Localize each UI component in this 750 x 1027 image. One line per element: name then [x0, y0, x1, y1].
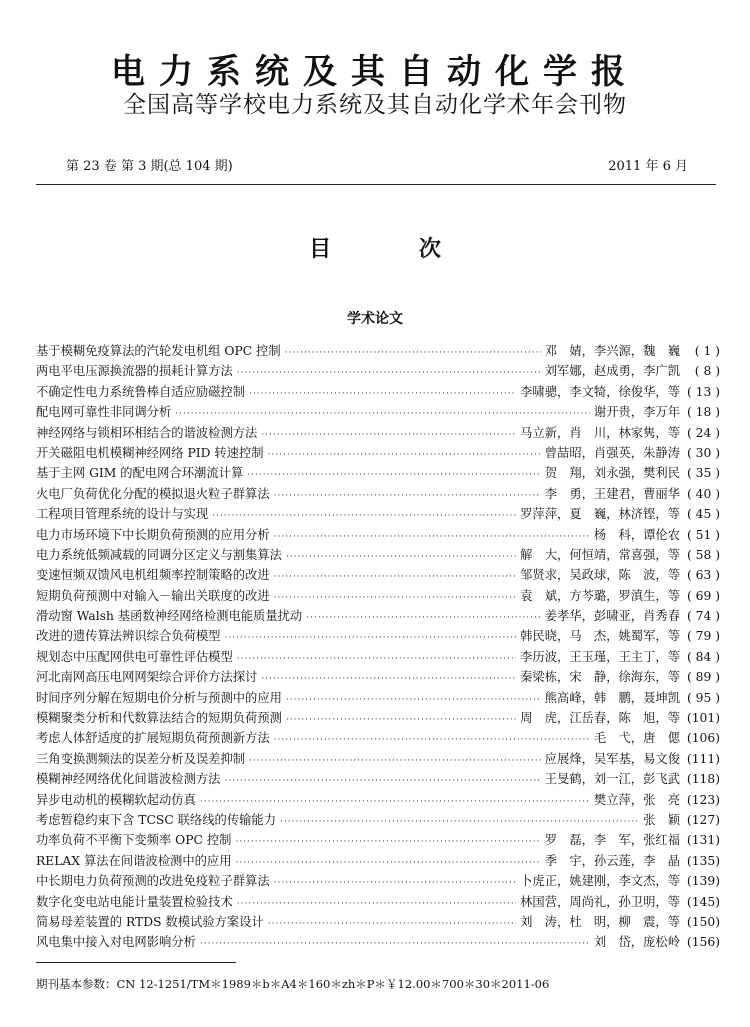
article-title: 神经网络与锁相环相结合的谐波检测方法 [36, 425, 258, 440]
article-authors: 李 勇，王建君，曹丽华 [544, 486, 680, 501]
toc-entry[interactable] [36, 463, 720, 483]
dot-leader [286, 710, 516, 728]
page-number: (123) [686, 792, 720, 807]
page-number: ( 58 ) [686, 547, 720, 562]
dot-leader [212, 506, 516, 524]
journal-parameters: 期刊基本参数：CN 12-1251/TM＊1989＊b＊A4＊160＊zh＊P＊￥12.00＊700＊30＊2011-06 [36, 977, 550, 991]
dot-leader [274, 873, 516, 891]
dot-leader [237, 894, 516, 912]
article-title: 短期负荷预测中对输入－输出关联度的改进 [36, 588, 270, 603]
article-authors: 张 颖 [643, 812, 680, 827]
article-authors: 马立新，肖 川，林家隽，等 [520, 425, 680, 440]
dot-leader [237, 649, 516, 667]
page-number: (101) [686, 711, 720, 726]
header-divider [36, 184, 716, 185]
page-number: (118) [686, 772, 720, 787]
article-authors: 邹贤求，吴政球，陈 波，等 [520, 568, 680, 583]
article-title: 三角变换测频法的误差分析及误差抑制 [36, 751, 246, 766]
article-title: 模糊聚类分析和代数算法结合的短期负荷预测 [36, 711, 282, 726]
dot-leader [224, 628, 516, 646]
page-number: (150) [686, 914, 720, 929]
article-authors: 李历波，王玉瑾，王主丁，等 [520, 649, 680, 664]
dot-leader [268, 445, 541, 463]
page-number: (145) [686, 894, 720, 909]
article-authors: 贺 翔，刘永强，樊利民 [544, 466, 680, 481]
article-title: 考虑人体舒适度的扩展短期负荷预测新方法 [36, 731, 270, 746]
article-title: 基于模糊免疫算法的汽轮发电机组 OPC 控制 [36, 344, 281, 358]
dot-leader [280, 812, 639, 830]
article-title: 改进的遗传算法辨识综合负荷模型 [36, 629, 221, 644]
article-authors: 刘军娜，赵成勇，李广凯 [544, 364, 680, 379]
article-title: 规划态中压配网供电可靠性评估模型 [36, 649, 233, 664]
toc-entry[interactable] [36, 586, 720, 606]
dot-leader [249, 384, 516, 402]
dot-leader [200, 934, 590, 952]
page-number: (131) [686, 833, 720, 848]
article-title: 开关磁阻电机模糊神经网络 PID 转速控制 [36, 445, 264, 460]
page-number: ( 63 ) [686, 568, 720, 583]
toc-entry[interactable] [36, 810, 720, 830]
dot-leader [286, 690, 541, 708]
article-title: 两电平电压源换流器的损耗计算方法 [36, 364, 233, 379]
page-number: ( 8 ) [694, 364, 720, 379]
toc-entry[interactable] [36, 769, 720, 789]
article-title: 模糊神经网络优化间谐波检测方法 [36, 772, 221, 787]
article-authors: 刘 岱，庞松岭 [593, 935, 680, 950]
dot-leader [247, 465, 540, 483]
article-authors: 杨 科，谭伦农 [593, 527, 680, 542]
article-authors: 李啸骢，李文犄，徐俊华，等 [520, 384, 680, 399]
dot-leader [285, 343, 541, 361]
article-title: 火电厂负荷优化分配的模拟退火粒子群算法 [36, 486, 270, 501]
article-authors: 刘 涛，杜 明，柳 震，等 [520, 914, 680, 929]
article-authors: 周 虎，江岳春，陈 旭，等 [520, 711, 680, 726]
dot-leader [274, 486, 541, 504]
page-number: ( 18 ) [686, 405, 720, 420]
article-authors: 罗 磊，李 军，张红福 [544, 833, 680, 848]
toc-entry[interactable] [36, 443, 720, 463]
toc-entry[interactable] [36, 545, 720, 565]
dot-leader [274, 527, 590, 545]
toc-entry[interactable] [36, 504, 720, 524]
issue-info: 第 23 卷 第 3 期(总 104 期) [66, 159, 233, 174]
dot-leader [261, 425, 516, 443]
dot-leader [249, 751, 541, 769]
page-number: ( 30 ) [686, 445, 720, 460]
dot-leader [306, 608, 540, 626]
page-number: ( 89 ) [686, 670, 720, 685]
article-authors: 王旻鹤，刘一江，彭飞武 [544, 772, 680, 787]
table-of-contents [36, 341, 720, 953]
toc-entry[interactable] [36, 892, 720, 912]
toc-entry[interactable] [36, 423, 720, 443]
toc-entry[interactable] [36, 728, 720, 748]
journal-title: 电力系统及其自动化学报 [111, 52, 639, 92]
toc-entry[interactable] [36, 402, 720, 422]
article-title: 考虑暂稳约束下含 TCSC 联络线的传输能力 [36, 812, 277, 827]
toc-entry[interactable] [36, 851, 720, 871]
article-title: 功率负荷不平衡下变频率 OPC 控制 [36, 833, 232, 848]
article-authors: 罗萍萍，夏 巍，林济铿，等 [520, 507, 680, 522]
dot-leader [237, 363, 541, 381]
article-title: 河北南网高压电网网架综合评价方法探讨 [36, 670, 258, 685]
article-authors: 毛 弋，唐 偲 [593, 731, 680, 746]
page-number: ( 13 ) [686, 384, 720, 399]
toc-entry[interactable] [36, 606, 720, 626]
toc-entry[interactable] [36, 341, 720, 361]
toc-entry[interactable] [36, 361, 720, 381]
dot-leader [175, 404, 590, 422]
page-number: ( 69 ) [686, 588, 720, 603]
section-heading: 学术论文 [347, 311, 403, 327]
page-number: ( 1 ) [694, 344, 720, 358]
toc-entry[interactable] [36, 932, 720, 952]
article-title: 配电网可靠性非同调分析 [36, 405, 172, 420]
article-title: 时间序列分解在短期电价分析与预测中的应用 [36, 690, 282, 705]
article-authors: 樊立萍，张 亮 [593, 792, 680, 807]
article-authors: 熊高峰，韩 鹏，聂坤凯 [544, 690, 680, 705]
article-title: 电力市场环境下中长期负荷预测的应用分析 [36, 527, 270, 542]
page-number: ( 45 ) [686, 507, 720, 522]
toc-entry[interactable] [36, 667, 720, 687]
toc-entry[interactable] [36, 688, 720, 708]
article-authors: 姜孝华，彭啸亚，肖秀春 [544, 609, 680, 624]
article-title: 电力系统低频减载的同调分区定义与割集算法 [36, 547, 282, 562]
contents-heading: 目 次 [309, 237, 481, 262]
dot-leader [274, 588, 516, 606]
article-authors: 解 大，何恒靖，常喜强，等 [520, 547, 680, 562]
article-authors: 季 宇，孙云莲，李 晶 [544, 853, 680, 868]
article-authors: 邓 婧，李兴源，魏 巍 [544, 344, 680, 358]
article-authors: 卜虎正，姚建刚，李文杰，等 [520, 874, 680, 889]
dot-leader [286, 547, 516, 565]
footer-divider [36, 962, 236, 963]
toc-entry[interactable] [36, 525, 720, 545]
toc-entry[interactable] [36, 830, 720, 850]
article-authors: 曾喆昭，肖强英，朱静涛 [544, 445, 680, 460]
page-number: (106) [686, 731, 720, 746]
page-number: ( 51 ) [686, 527, 720, 542]
page-number: ( 35 ) [686, 466, 720, 481]
dot-leader [200, 792, 590, 810]
page-number: (156) [686, 935, 720, 950]
article-authors: 秦梁栋，宋 静，徐海东，等 [520, 670, 680, 685]
toc-entry[interactable] [36, 708, 720, 728]
journal-subtitle: 全国高等学校电力系统及其自动化学术年会刊物 [123, 92, 627, 118]
dot-leader [224, 771, 540, 789]
article-title: 简易母差装置的 RTDS 数模试验方案设计 [36, 914, 264, 929]
toc-entry[interactable] [36, 565, 720, 585]
page-number: (135) [686, 853, 720, 868]
article-authors: 袁 斌，方芩璐，罗滇生，等 [520, 588, 680, 603]
dot-leader [274, 730, 590, 748]
page-number: ( 40 ) [686, 486, 720, 501]
article-title: 风电集中接入对电网影响分析 [36, 935, 196, 950]
toc-entry[interactable] [36, 484, 720, 504]
toc-entry[interactable] [36, 647, 720, 667]
page-number: ( 24 ) [686, 425, 720, 440]
toc-entry[interactable] [36, 912, 720, 932]
toc-entry[interactable] [36, 626, 720, 646]
article-title: 异步电动机的模糊软起动仿真 [36, 792, 196, 807]
dot-leader [236, 853, 541, 871]
article-title: 中长期电力负荷预测的改进免疫粒子群算法 [36, 874, 270, 889]
page-number: (139) [686, 874, 720, 889]
page-number: ( 84 ) [686, 649, 720, 664]
dot-leader [261, 669, 516, 687]
page-number: (127) [686, 812, 720, 827]
article-authors: 谢开贵，李万年 [593, 405, 680, 420]
toc-entry[interactable] [36, 871, 720, 891]
article-authors: 应展烽，吴军基，易文俊 [544, 751, 680, 766]
dot-leader [235, 832, 540, 850]
toc-entry[interactable] [36, 790, 720, 810]
page-number: ( 95 ) [686, 690, 720, 705]
article-title: 变速恒频双馈风电机组频率控制策略的改进 [36, 568, 270, 583]
page-number: ( 74 ) [686, 609, 720, 624]
article-authors: 韩民晓，马 杰，姚蜀军，等 [520, 629, 680, 644]
dot-leader [274, 567, 516, 585]
article-title: 数字化变电站电能计量装置检验技术 [36, 894, 233, 909]
article-title: 工程项目管理系统的设计与实现 [36, 507, 209, 522]
article-title: 滑动窗 Walsh 基函数神经网络检测电能质量扰动 [36, 609, 303, 624]
toc-entry[interactable] [36, 749, 720, 769]
toc-entry[interactable] [36, 382, 720, 402]
article-authors: 林国营，周尚礼，孙卫明，等 [520, 894, 680, 909]
dot-leader [268, 914, 516, 932]
page-number: (111) [686, 751, 720, 766]
page-number: ( 79 ) [686, 629, 720, 644]
issue-date: 2011 年 6 月 [608, 159, 688, 174]
article-title: 基于主网 GIM 的配电网合环潮流计算 [36, 466, 244, 481]
article-title: RELAX 算法在间谐波检测中的应用 [36, 853, 232, 868]
article-title: 不确定性电力系统鲁棒自适应励磁控制 [36, 384, 246, 399]
